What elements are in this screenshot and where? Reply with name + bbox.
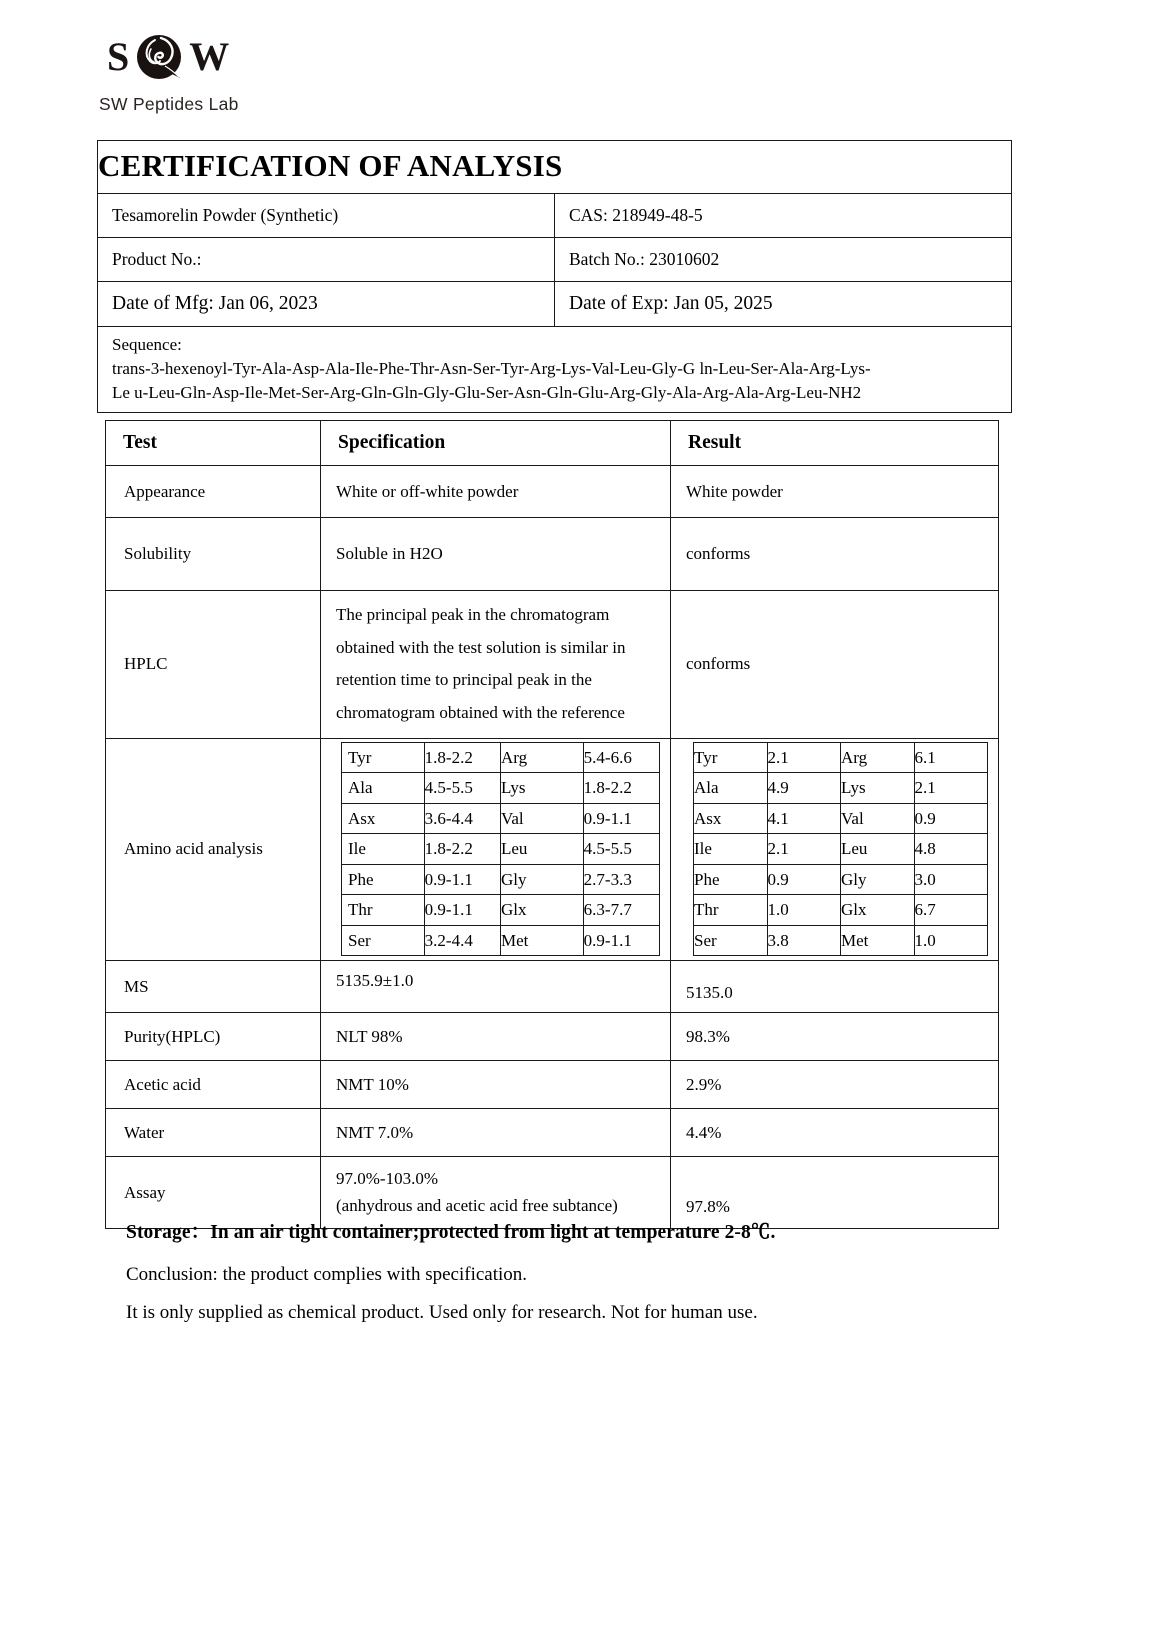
conclusion-statement: Conclusion: the product complies with specification. (126, 1264, 528, 1285)
amino-acid-result-row (694, 773, 988, 804)
aa-spec-value: 1.8-2.2 (424, 742, 500, 773)
aa-name: Ile (694, 834, 768, 865)
amino-acid-spec-row (342, 895, 660, 926)
aa-name: Lys (500, 773, 583, 804)
aa-name: Arg (500, 742, 583, 773)
column-header-specification: Specification (321, 421, 671, 466)
table-header-row (106, 421, 999, 466)
test-name-purity: Purity(HPLC) (106, 1013, 321, 1061)
sequence-label: Sequence: (112, 335, 182, 354)
test-name-hplc: HPLC (106, 591, 321, 739)
header-row-sequence (98, 327, 1012, 413)
spec-appearance: White or off-white powder (321, 466, 671, 518)
aa-result-value: 0.9 (767, 864, 841, 895)
aa-name: Leu (841, 834, 915, 865)
result-ms: 5135.0 (671, 961, 999, 1013)
storage-statement: Storage：In an air tight container;protected from light at temperature 2-8℃. (126, 1222, 776, 1243)
aa-spec-value: 0.9-1.1 (583, 803, 659, 834)
spec-assay-range: 97.0%-103.0% (336, 1169, 438, 1189)
title-row (98, 141, 1012, 194)
spec-water: NMT 7.0% (321, 1109, 671, 1157)
spec-solubility: Soluble in H2O (321, 518, 671, 591)
test-name-assay: Assay (106, 1157, 321, 1229)
column-header-result: Result (671, 421, 999, 466)
aa-result-value: 2.1 (767, 834, 841, 865)
result-water: 4.4% (671, 1109, 999, 1157)
table-row (106, 518, 999, 591)
aa-name: Arg (841, 742, 915, 773)
logo-letter-w: W (189, 34, 230, 79)
amino-acid-spec-row (342, 864, 660, 895)
aa-name: Glx (500, 895, 583, 926)
spec-amino-acid-grid (321, 738, 671, 961)
sequence-line-2: Le u-Leu-Gln-Asp-Ile-Met-Ser-Arg-Gln-Gln-Gly-Glu-Ser-Asn-Gln-Glu-Arg-Gly-Ala-Arg-Ala-Arg-Leu-NH2 (112, 383, 862, 403)
spec-purity: NLT 98% (321, 1013, 671, 1061)
aa-name: Phe (342, 864, 425, 895)
spec-hplc: The principal peak in the chromatogram obtained with the test solution is similar in retention time to principal peak in the chromatogram obtained with the reference (321, 591, 671, 739)
result-amino-acid-grid (671, 738, 999, 961)
aa-result-value: 2.1 (914, 773, 988, 804)
result-assay: 97.8% (671, 1157, 999, 1229)
aa-name: Ile (342, 834, 425, 865)
cas-number: CAS: 218949-48-5 (555, 194, 1012, 238)
logo-mark (97, 26, 357, 88)
column-header-test: Test (106, 421, 321, 466)
amino-acid-spec-row (342, 742, 660, 773)
aa-name: Ser (342, 925, 425, 956)
spec-ms: 5135.9±1.0 (321, 961, 671, 1013)
aa-spec-value: 3.6-4.4 (424, 803, 500, 834)
aa-name: Met (500, 925, 583, 956)
footer-notes (126, 1216, 1026, 1340)
amino-acid-result-row (694, 834, 988, 865)
peptide-sequence (98, 327, 1012, 413)
specification-table (105, 420, 999, 1229)
header-table (97, 140, 1012, 413)
aa-spec-value: 5.4-6.6 (583, 742, 659, 773)
amino-acid-spec-row (342, 803, 660, 834)
aa-result-value: 0.9 (914, 803, 988, 834)
aa-name: Tyr (694, 742, 768, 773)
spec-assay-note: (anhydrous and acetic acid free subtance) (336, 1195, 618, 1215)
aa-spec-value: 0.9-1.1 (583, 925, 659, 956)
result-solubility: conforms (671, 518, 999, 591)
table-row (106, 591, 999, 739)
aa-name: Leu (500, 834, 583, 865)
aa-name: Thr (694, 895, 768, 926)
aa-result-value: 3.8 (767, 925, 841, 956)
aa-spec-value: 1.8-2.2 (424, 834, 500, 865)
sw-circular-emblem-icon (131, 29, 187, 85)
amino-acid-result-row (694, 864, 988, 895)
aa-result-value: 1.0 (767, 895, 841, 926)
disclaimer-statement: It is only supplied as chemical product. Used only for research. Not for human use. (126, 1302, 758, 1323)
aa-name: Gly (841, 864, 915, 895)
aa-result-value: 1.0 (914, 925, 988, 956)
document-header-block (97, 140, 1012, 413)
amino-acid-result-row (694, 925, 988, 956)
page-title: CERTIFICATION OF ANALYSIS (98, 141, 1012, 194)
aa-name: Phe (694, 864, 768, 895)
header-row-batch (98, 238, 1012, 282)
aa-name: Val (841, 803, 915, 834)
aa-result-value: 4.9 (767, 773, 841, 804)
result-acetic-acid: 2.9% (671, 1061, 999, 1109)
aa-name: Asx (694, 803, 768, 834)
table-row (106, 738, 999, 961)
test-name-solubility: Solubility (106, 518, 321, 591)
table-row (106, 1013, 999, 1061)
aa-spec-value: 6.3-7.7 (583, 895, 659, 926)
amino-acid-spec-row (342, 834, 660, 865)
header-row-product (98, 194, 1012, 238)
aa-result-value: 4.1 (767, 803, 841, 834)
specification-table-block (105, 420, 998, 1229)
aa-spec-value: 2.7-3.3 (583, 864, 659, 895)
aa-result-value: 6.1 (914, 742, 988, 773)
batch-no: Batch No.: 23010602 (555, 238, 1012, 282)
result-purity: 98.3% (671, 1013, 999, 1061)
spec-acetic-acid: NMT 10% (321, 1061, 671, 1109)
test-name-amino-acid-analysis: Amino acid analysis (106, 738, 321, 961)
date-of-manufacture: Date of Mfg: Jan 06, 2023 (98, 282, 555, 327)
test-name-acetic-acid: Acetic acid (106, 1061, 321, 1109)
result-hplc: conforms (671, 591, 999, 739)
aa-result-value: 4.8 (914, 834, 988, 865)
aa-name: Val (500, 803, 583, 834)
aa-name: Thr (342, 895, 425, 926)
product-no: Product No.: (98, 238, 555, 282)
aa-name: Lys (841, 773, 915, 804)
aa-spec-value: 3.2-4.4 (424, 925, 500, 956)
table-row (106, 466, 999, 518)
aa-name: Gly (500, 864, 583, 895)
sequence-line-1: trans-3-hexenoyl-Tyr-Ala-Asp-Ala-Ile-Phe-Thr-Asn-Ser-Tyr-Arg-Lys-Val-Leu-Gly-G ln-Leu-Ser-Ala-Arg-Lys- (112, 359, 871, 379)
amino-acid-spec-row (342, 925, 660, 956)
table-row (106, 1109, 999, 1157)
aa-spec-value: 4.5-5.5 (583, 834, 659, 865)
aa-name: Ala (342, 773, 425, 804)
product-name: Tesamorelin Powder (Synthetic) (98, 194, 555, 238)
aa-spec-value: 1.8-2.2 (583, 773, 659, 804)
logo-letter-s: S (107, 34, 130, 79)
aa-result-value: 3.0 (914, 864, 988, 895)
aa-result-value: 2.1 (767, 742, 841, 773)
test-name-water: Water (106, 1109, 321, 1157)
aa-name: Met (841, 925, 915, 956)
aa-result-value: 6.7 (914, 895, 988, 926)
test-name-appearance: Appearance (106, 466, 321, 518)
table-row (106, 961, 999, 1013)
result-appearance: White powder (671, 466, 999, 518)
amino-acid-result-grid (693, 742, 988, 957)
aa-spec-value: 0.9-1.1 (424, 895, 500, 926)
amino-acid-spec-row (342, 773, 660, 804)
test-name-ms: MS (106, 961, 321, 1013)
amino-acid-result-row (694, 895, 988, 926)
date-of-expiry: Date of Exp: Jan 05, 2025 (555, 282, 1012, 327)
company-logo (97, 26, 357, 115)
aa-name: Asx (342, 803, 425, 834)
header-row-dates (98, 282, 1012, 327)
aa-name: Tyr (342, 742, 425, 773)
aa-name: Ser (694, 925, 768, 956)
table-row (106, 1061, 999, 1109)
amino-acid-spec-grid (341, 742, 660, 957)
aa-name: Glx (841, 895, 915, 926)
logo-caption: SW Peptides Lab (99, 94, 239, 114)
amino-acid-result-row (694, 742, 988, 773)
aa-spec-value: 0.9-1.1 (424, 864, 500, 895)
amino-acid-result-row (694, 803, 988, 834)
aa-spec-value: 4.5-5.5 (424, 773, 500, 804)
aa-name: Ala (694, 773, 768, 804)
